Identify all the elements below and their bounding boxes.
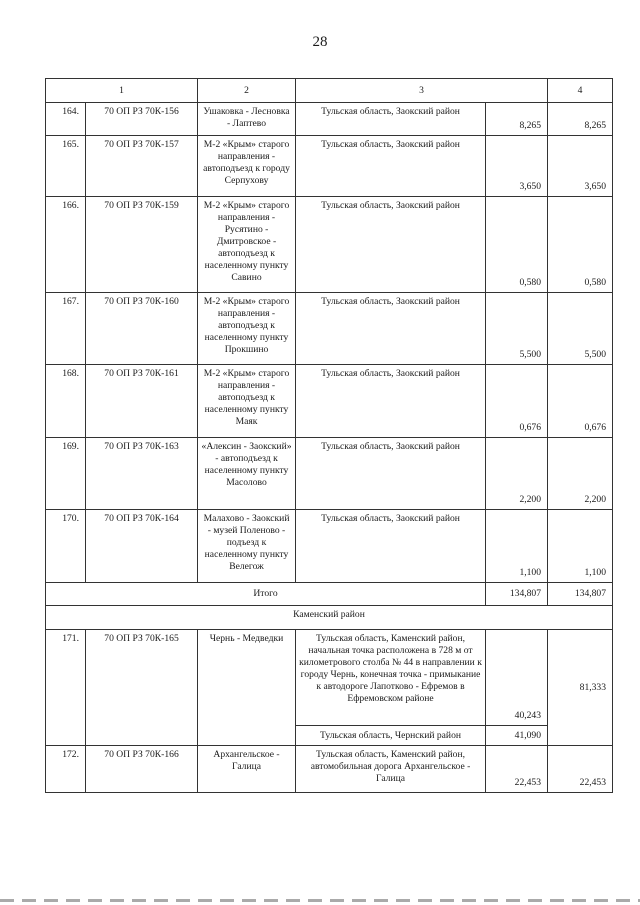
road-name: М-2 «Крым» старого направления - автоподъезд к городу Серпухову bbox=[198, 136, 296, 197]
road-name: М-2 «Крым» старого направления - автоподъезд к населенному пункту Маяк bbox=[198, 365, 296, 438]
road-total-length: 0,580 bbox=[548, 197, 613, 293]
table-row bbox=[46, 136, 613, 197]
road-location: Тульская область, Заокский район bbox=[296, 197, 486, 293]
header-col-1: 1 bbox=[46, 79, 198, 103]
table-row bbox=[46, 630, 613, 726]
district-heading: Каменский район bbox=[46, 606, 613, 630]
subtotal-row bbox=[46, 583, 613, 606]
road-length: 40,243 bbox=[486, 630, 548, 726]
road-length: 8,265 bbox=[486, 103, 548, 136]
road-total-length: 1,100 bbox=[548, 510, 613, 583]
road-length: 1,100 bbox=[486, 510, 548, 583]
road-length: 5,500 bbox=[486, 293, 548, 365]
road-location: Тульская область, Чернский район bbox=[296, 726, 486, 746]
district-row bbox=[46, 606, 613, 630]
road-location: Тульская область, Каменский район, начальная точка расположена в 728 м от километрового столба № 44 в направлении к городу Чернь, конечная точка - примыкание к автодороге Лапотково - Ефремов в Ефремовском районе bbox=[296, 630, 486, 726]
road-total-length: 5,500 bbox=[548, 293, 613, 365]
road-name: Ушаковка - Лесновка - Лаптево bbox=[198, 103, 296, 136]
road-code: 70 ОП РЗ 70К-163 bbox=[86, 438, 198, 510]
road-name: Малахово - Заокский - музей Поленово - подъезд к населенному пункту Велегож bbox=[198, 510, 296, 583]
road-total-length: 8,265 bbox=[548, 103, 613, 136]
road-name: М-2 «Крым» старого направления - Русятино - Дмитровское - автоподъезд к населенному пункту Савино bbox=[198, 197, 296, 293]
road-total-length: 3,650 bbox=[548, 136, 613, 197]
row-number: 164. bbox=[46, 103, 86, 136]
table-row bbox=[46, 438, 613, 510]
road-length: 22,453 bbox=[486, 746, 548, 793]
road-length: 3,650 bbox=[486, 136, 548, 197]
table-row bbox=[46, 293, 613, 365]
road-code: 70 ОП РЗ 70К-156 bbox=[86, 103, 198, 136]
road-total-length: 22,453 bbox=[548, 746, 613, 793]
row-number: 168. bbox=[46, 365, 86, 438]
road-location: Тульская область, Заокский район bbox=[296, 293, 486, 365]
subtotal-total: 134,807 bbox=[548, 583, 613, 606]
subtotal-label: Итого bbox=[46, 583, 486, 606]
road-location: Тульская область, Заокский район bbox=[296, 365, 486, 438]
road-location: Тульская область, Каменский район, автомобильная дорога Архангельское - Галица bbox=[296, 746, 486, 793]
subtotal-length: 134,807 bbox=[486, 583, 548, 606]
road-total-length: 2,200 bbox=[548, 438, 613, 510]
header-col-3: 3 bbox=[296, 79, 548, 103]
row-number: 170. bbox=[46, 510, 86, 583]
road-length: 0,676 bbox=[486, 365, 548, 438]
road-code: 70 ОП РЗ 70К-160 bbox=[86, 293, 198, 365]
road-code: 70 ОП РЗ 70К-166 bbox=[86, 746, 198, 793]
page-number: 28 bbox=[312, 34, 328, 50]
road-code: 70 ОП РЗ 70К-159 bbox=[86, 197, 198, 293]
road-length: 2,200 bbox=[486, 438, 548, 510]
road-name: Архангельское - Галица bbox=[198, 746, 296, 793]
road-location: Тульская область, Заокский район bbox=[296, 103, 486, 136]
road-code: 70 ОП РЗ 70К-161 bbox=[86, 365, 198, 438]
road-name: «Алексин - Заокский» - автоподъезд к населенному пункту Масолово bbox=[198, 438, 296, 510]
road-length: 0,580 bbox=[486, 197, 548, 293]
road-code: 70 ОП РЗ 70К-157 bbox=[86, 136, 198, 197]
road-code: 70 ОП РЗ 70К-164 bbox=[86, 510, 198, 583]
row-number: 165. bbox=[46, 136, 86, 197]
road-length: 41,090 bbox=[486, 726, 548, 746]
row-number: 167. bbox=[46, 293, 86, 365]
row-number: 172. bbox=[46, 746, 86, 793]
road-location: Тульская область, Заокский район bbox=[296, 136, 486, 197]
table-row bbox=[46, 365, 613, 438]
header-col-4: 4 bbox=[548, 79, 613, 103]
table-row bbox=[46, 510, 613, 583]
header-col-2: 2 bbox=[198, 79, 296, 103]
road-total-length: 81,333 bbox=[548, 630, 613, 746]
table-row bbox=[46, 197, 613, 293]
table-row bbox=[46, 746, 613, 793]
scan-edge-artifact bbox=[0, 899, 640, 902]
road-location: Тульская область, Заокский район bbox=[296, 438, 486, 510]
road-name: Чернь - Медведки bbox=[198, 630, 296, 746]
row-number: 169. bbox=[46, 438, 86, 510]
row-number: 171. bbox=[46, 630, 86, 746]
road-total-length: 0,676 bbox=[548, 365, 613, 438]
road-location: Тульская область, Заокский район bbox=[296, 510, 486, 583]
row-number: 166. bbox=[46, 197, 86, 293]
road-name: М-2 «Крым» старого направления - автоподъезд к населенному пункту Прокшино bbox=[198, 293, 296, 365]
road-code: 70 ОП РЗ 70К-165 bbox=[86, 630, 198, 746]
table-header-row bbox=[46, 79, 613, 103]
table-row bbox=[46, 103, 613, 136]
road-registry-table bbox=[45, 78, 613, 793]
